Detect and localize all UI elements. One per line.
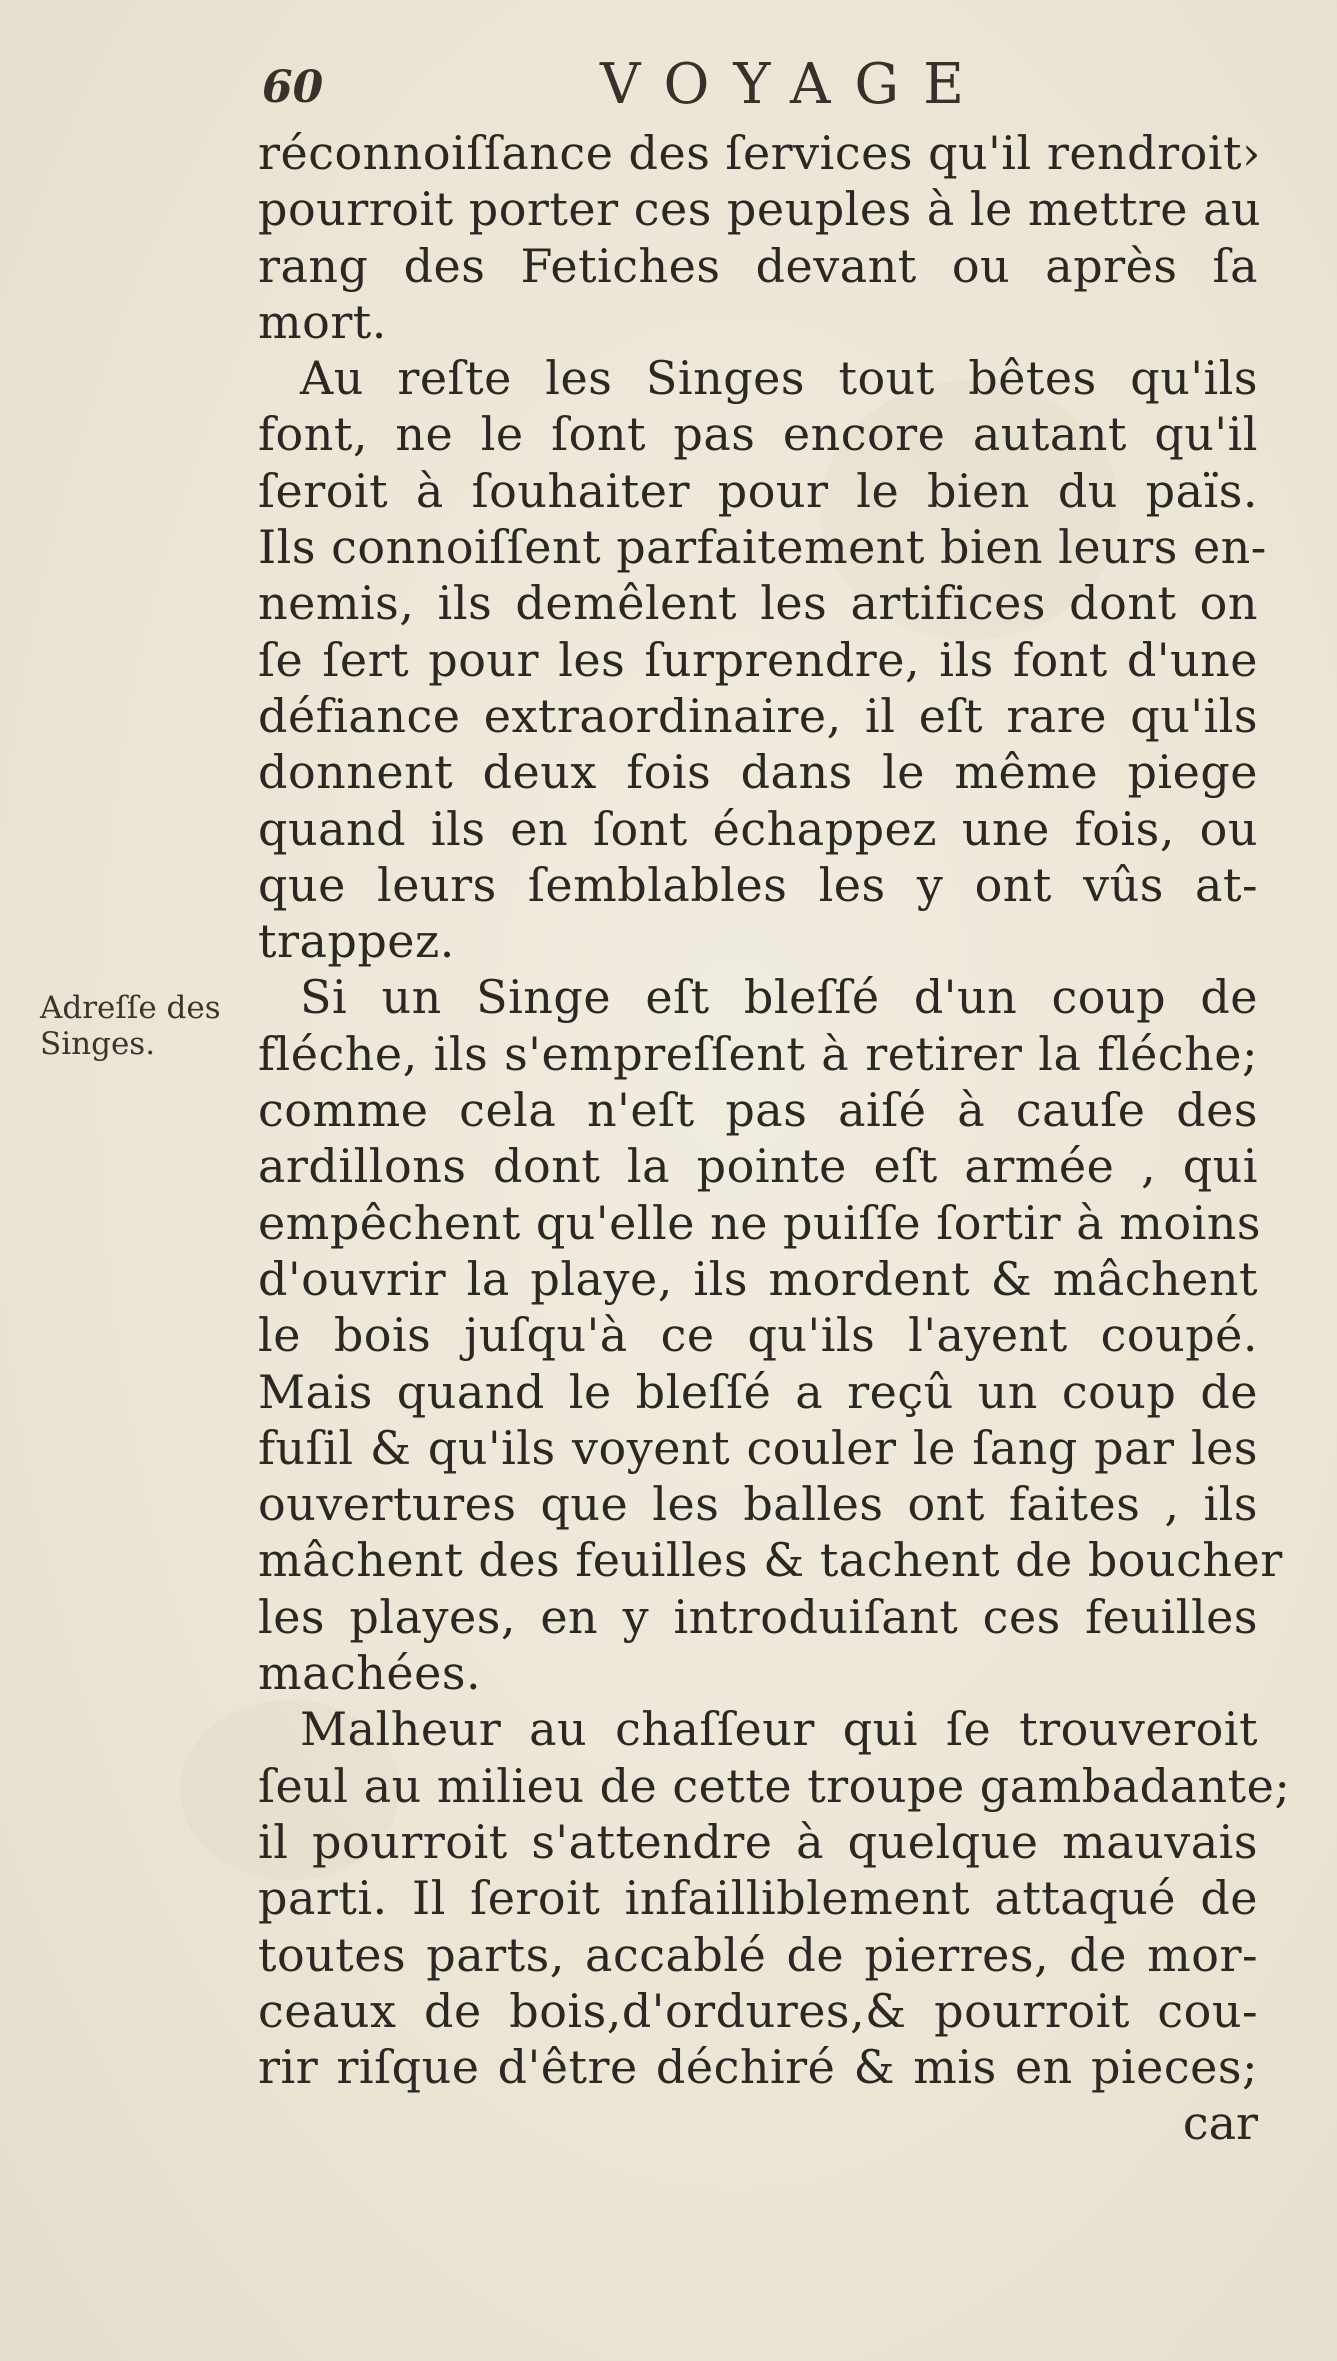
text-line: empêchent qu'elle ne puiſſe ſortir à moins [258,1195,1262,1250]
text-line: comme cela n'eſt pas aiſé à cauſe des [258,1083,1258,1138]
text-line: ſeroit à ſouhaiter pour le bien du païs. [258,463,1258,518]
text-line: les playes, en y introduiſant ces feuilles [258,1589,1258,1644]
text-line: d'ouvrir la playe, ils mordent & mâchent [258,1251,1258,1306]
text-line: ceaux de bois,d'ordures,& pourroit cou- [258,1983,1258,2038]
text-line: ſeul au milieu de cette troupe gambadante; [258,1758,1291,1813]
text-line: Mais quand le bleſſé a reçû un coup de [258,1364,1258,1419]
text-line: nemis, ils demêlent les artifices dont on [258,576,1258,631]
text-line: Ils connoiſſent parfaitement bien leurs en- [258,520,1267,575]
text-line: fléche, ils s'empreſſent à retirer la fléche; [258,1026,1258,1081]
text-line: Si un Singe eſt bleſſé d'un coup de [300,970,1258,1025]
body-text [258,125,1291,2151]
text-line: trappez. [258,914,455,969]
text-line: réconnoiſſance des ſervices qu'il rendroit› [258,126,1261,180]
text-line: toutes parts, accablé de pierres, de mor- [258,1927,1258,1982]
page-header [260,52,1260,132]
text-line: défiance extraordinaire, il eſt rare qu'ils [258,688,1258,743]
running-title: VOYAGE [600,52,989,117]
text-line: donnent deux fois dans le même piege [258,745,1258,800]
catchword: car [1182,2096,1258,2151]
margin-note [40,990,250,1062]
margin-note-line: Singes. [40,1026,156,1062]
text-line: ſe ſert pour les ſurprendre, ils font d'une [258,632,1258,687]
text-line: ouvertures que les balles ont faites , ils [258,1477,1258,1532]
text-line: que leurs ſemblables les y ont vûs at- [258,857,1258,912]
text-line: le bois juſqu'à ce qu'ils l'ayent coupé. [258,1308,1258,1363]
text-line: pourroit porter ces peuples à le mettre au [258,182,1262,237]
text-line: parti. Il ſeroit infailliblement attaqué de [258,1871,1258,1926]
text-line: Malheur au chaſſeur qui ſe trouveroit [300,1702,1258,1757]
text-line: mort. [258,294,387,349]
text-line: mâchent des feuilles & tachent de boucher [258,1533,1283,1588]
page-number: 60 [262,62,324,113]
text-line: fuſil & qu'ils voyent couler le ſang par les [258,1420,1258,1475]
margin-note-line: Adreſſe des [40,990,221,1026]
catchword-line [258,2095,1258,2151]
text-line: quand ils en ſont échappez une fois, ou [258,801,1258,856]
text-line: il pourroit s'attendre à quelque mauvais [258,1814,1258,1869]
text-line: rang des Fetiches devant ou après ſa [258,238,1258,293]
text-line: rir riſque d'être déchiré & mis en pieces; [258,2040,1258,2095]
text-line: ardillons dont la pointe eſt armée , qui [258,1139,1258,1194]
text-line: machées. [258,1646,482,1701]
text-line: Au reſte les Singes tout bêtes qu'ils [300,351,1258,406]
text-line: font, ne le ſont pas encore autant qu'il [258,407,1258,462]
